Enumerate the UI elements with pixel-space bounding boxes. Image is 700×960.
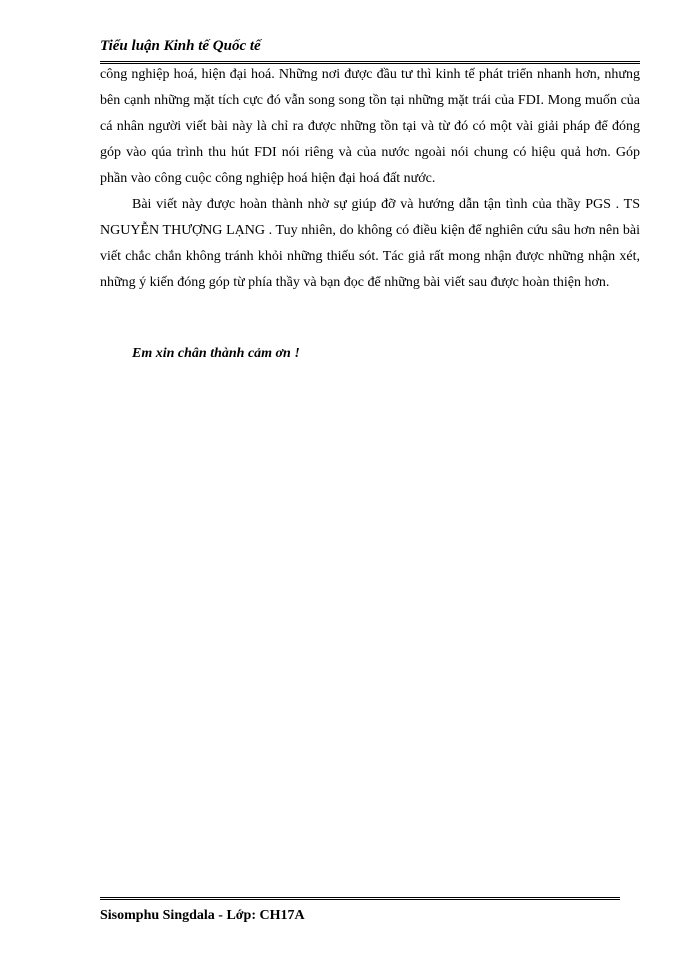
page-footer-text: Sisomphu Singdala - Lớp: CH17A	[100, 908, 305, 923]
paragraph-2: Bài viết này được hoàn thành nhờ sự giúp đỡ và hướng dẫn tận tình của thầy PGS . TS NGUYỄN THƯỢNG LẠNG . Tuy nhiên, do không có điều kiện để nghiên cứu sâu hơn nên bài viết chắc chắn không tránh khỏi những thiếu sót. Tác giả rất mong nhận được những nhận xét, những ý kiến đóng góp từ phía thầy và bạn đọc để những bài viết sau được hoàn thiện hơn.	[100, 197, 640, 290]
page-header-title: Tiểu luận Kinh tế Quốc tế	[100, 38, 261, 54]
footer-divider	[100, 897, 620, 900]
closing-line: Em xin chân thành cảm ơn !	[132, 346, 300, 361]
document-body	[100, 62, 640, 296]
paragraph-1: công nghiệp hoá, hiện đại hoá. Những nơi được đầu tư thì kinh tế phát triển nhanh hơn, nhưng bên cạnh những mặt tích cực đó vẫn song song tồn tại những mặt trái của FDI. Mong muốn của cá nhân người viết bài này là chỉ ra được những tồn tại và từ đó có một vài giải pháp để đóng góp vào qúa trình thu hút FDI nói riêng và của nước ngoài nói chung có hiệu quả hơn. Góp phần vào công cuộc công nghiệp hoá hiện đại hoá đất nước.	[100, 67, 640, 186]
